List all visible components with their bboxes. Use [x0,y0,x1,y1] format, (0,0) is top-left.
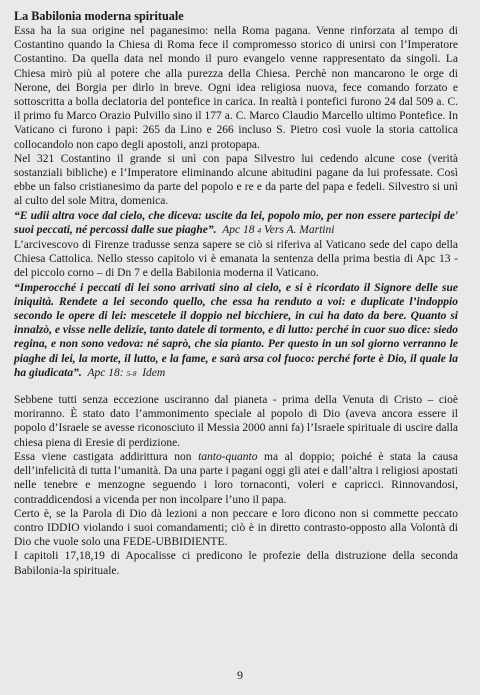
quote-source: Vers A. Martini [264,223,335,236]
quote-source: Idem [142,366,166,379]
quote-text: “Imperocché i peccati di lei sono arrivati sino al cielo, e si è ricordato il Signore delle sue iniquità. Rendete a lei secondo quello, che essa ha renduto a voi: e duplicate l’indoppio secondo le opere di lei: mescetele il doppio nel bicchiere, in cui ha dato da bere. Quanto si innalzò, e visse nelle delizie, tanto datele di tormento, e di lutto: perché in cuor suo dice: siedo regina, e non sono vedova: né saprò, che sia pianto. Per questo in un sol giorno verranno le piaghe di lei, la morte, il lutto, e la fame, e sarà arsa col fuoco: perché forte è Dio, il quale la ha giudicata”. [14,281,459,379]
paragraph-punishment: Essa viene castigata addirittura non tanto-quanto ma al doppio; poiché è stata la causa dell’infelicità di tutta l’umanità. Da una parte i pagani oggi gli atei e dall’altra i religiosi apostati nelle tenebre e menzogne seguendo i loro tornaconti, voleri e capricci. Rinnovandosi, contraddicendosi a vicenda per non incolpare l’uno il papa. [14,450,458,506]
section-title: La Babilonia moderna spirituale [14,9,184,23]
quote-reference: Apc 18 4 Vers A. Martini [222,223,335,236]
paragraph-constantine: Nel 321 Costantino il grande si unì con papa Silvestro lui cedendo alcune cose (verità sostanziali bibliche) e l’Imperatore eliminando alcune abitudini pagane da lui professate. Così ebbe un falso cristianesimo da parte del popolo e re e da parte del papa e fedeli. Silvestro si unì al culto del sole Mitra, domenica. [14,152,458,208]
quote-apocalypse-18-5-8 [14,281,458,381]
quote-text: “E udii altra voce dal cielo, che diceva: uscite da lei, popolo mio, per non essere partecipi de' suoi peccati, né percossi dalle sue piaghe”. [14,209,458,236]
paragraph-word-of-god: Certo è, se la Parola di Dio dà lezioni a non peccare e loro dicono non si commette peccato contro IDDIO violando i suoi comandamenti; ciò è in diretto contrasto-opposto alla Volontà di Dio che vuole solo una FEDE-UBBIDIENTE. [14,507,458,549]
paragraph-chapters: I capitoli 17,18,19 di Apocalisse ci predicono le profezie della distruzione della seconda Babilonia-la spirituale. [14,550,458,577]
page-number: 9 [237,668,243,682]
paragraph-warning: Sebbene tutti senza eccezione usciranno dal pianeta - prima della Venuta di Cristo – cioè moriranno. È stato dato l’ammonimento speciale al popolo di Dio (aveva ancora essere il popolo d’Israele se avesse riconosciuto il Messia 2000 anni fa) l’Israele spirituale di uscire dalla chiesa piena di Eresie di perdizione. [14,394,458,449]
emphasis-tanto-quanto: tanto-quanto [198,450,258,463]
quote-apocalypse-18-4 [14,209,458,238]
paragraph-spacer [14,381,458,393]
quote-reference: Apc 18: 5-8 Idem [87,366,166,379]
verse-number: 5-8 [126,368,137,378]
paragraph-archbishop: L’arcivescovo di Firenze tradusse senza sapere se ciò si riferiva al Vaticano sede del capo della Chiesa Cattolica. Nello stesso capitolo vi è emanata la sentenza della prima bestia di Apc 13 - del piccolo corno – di Dn 7 e della Babilonia moderna il Vaticano. [14,239,458,280]
verse-number: 4 [257,225,262,235]
paragraph-origin: Essa ha la sua origine nel paganesimo: nella Roma pagana. Venne rinforzata al tempo di Costantino quando la Chiesa di Roma fece il compromesso storico di unirsi con l’Imperatore Costantino. Da quella data nel mondo il puro evangelo venne rappresentato da singoli. La Chiesa mirò più al potere che alla purezza della Chiesa. Perchè non mancarono le orge di Nerone, dei Borgia per dirlo in breve. Ogni idea religiosa nuova, fece comando forzato e sottoscritta a bolla declatoria del pontefice in carica. In realtà i pontefici furono 24 dal 509 a. C. il primo fu Marco Orazio Pulvillo sino il 177 a. C. Marco Claudio Marcello ultimo Pontefice. In Vaticano ci furono i papi: 265 da Lino e 266 incluso S. Pietro così vuole la storia cattolica collocandolo non capo degli apostoli, anzi protopapa. [14,25,458,151]
